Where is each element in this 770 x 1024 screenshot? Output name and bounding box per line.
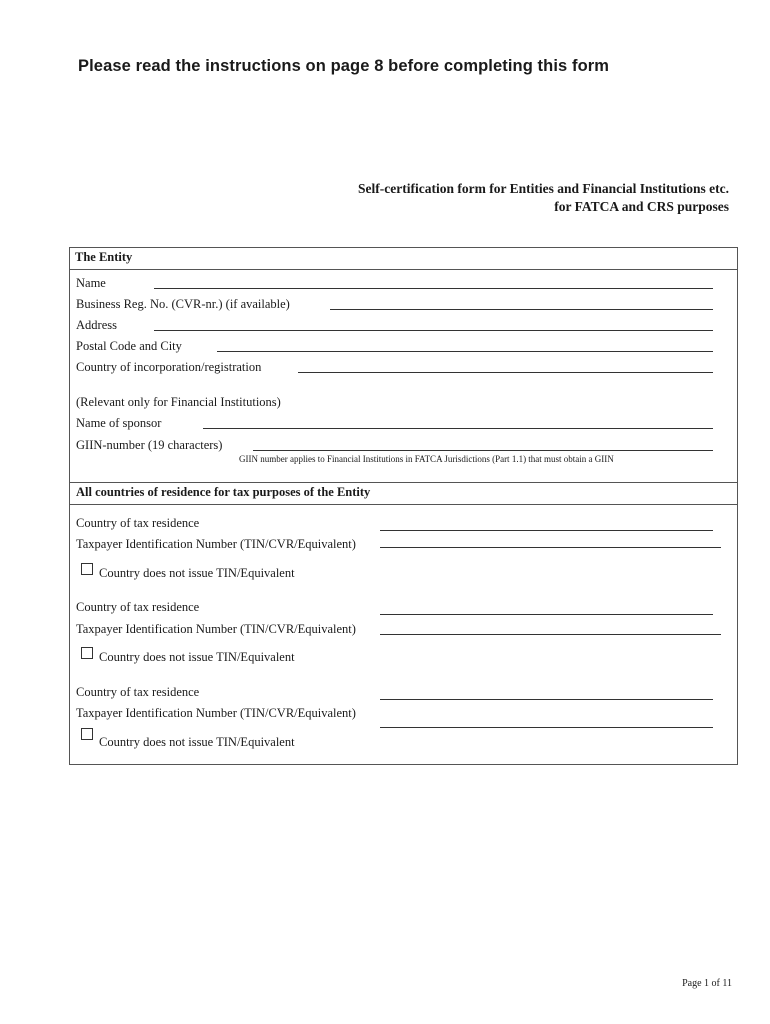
financial-institutions-note: (Relevant only for Financial Institutions) xyxy=(76,395,281,409)
tin-field[interactable] xyxy=(380,727,713,728)
form-title xyxy=(358,180,729,216)
tax-country-label: Country of tax residence xyxy=(76,516,200,530)
tin-field[interactable] xyxy=(380,547,721,548)
section-divider xyxy=(69,504,738,505)
business-reg-label: Business Reg. No. (CVR-nr.) (if available) xyxy=(76,297,290,311)
giin-note: GIIN number applies to Financial Institutions in FATCA Jurisdictions (Part 1.1) that must obtain a GIIN xyxy=(239,454,614,464)
no-tin-checkbox[interactable] xyxy=(81,563,93,575)
no-tin-checkbox[interactable] xyxy=(81,647,93,659)
address-label: Address xyxy=(76,318,117,332)
tin-label: Taxpayer Identification Number (TIN/CVR/Equivalent) xyxy=(76,706,356,720)
business-reg-field[interactable] xyxy=(330,309,713,310)
postal-code-city-label: Postal Code and City xyxy=(76,339,182,353)
entity-section-title: The Entity xyxy=(75,250,133,264)
page-instruction-heading: Please read the instructions on page 8 before completing this form xyxy=(78,57,610,75)
no-tin-label: Country does not issue TIN/Equivalent xyxy=(99,566,295,580)
giin-label: GIIN-number (19 characters) xyxy=(76,438,223,452)
no-tin-checkbox[interactable] xyxy=(81,728,93,740)
form-title-line-1: Self-certification form for Entities and Financial Institutions etc. xyxy=(358,181,729,196)
tax-country-field[interactable] xyxy=(380,614,713,615)
no-tin-label: Country does not issue TIN/Equivalent xyxy=(99,735,295,749)
tin-label: Taxpayer Identification Number (TIN/CVR/Equivalent) xyxy=(76,537,356,551)
form-title-line-2: for FATCA and CRS purposes xyxy=(554,199,729,214)
country-incorporation-field[interactable] xyxy=(298,372,713,373)
postal-code-city-field[interactable] xyxy=(217,351,713,352)
tax-country-field[interactable] xyxy=(380,699,713,700)
section-divider xyxy=(69,269,738,270)
section-divider xyxy=(69,482,738,483)
tin-field[interactable] xyxy=(380,634,721,635)
tax-country-label: Country of tax residence xyxy=(76,685,200,699)
tax-country-label: Country of tax residence xyxy=(76,600,200,614)
sponsor-field[interactable] xyxy=(203,428,713,429)
address-field[interactable] xyxy=(154,330,713,331)
tin-label: Taxpayer Identification Number (TIN/CVR/Equivalent) xyxy=(76,622,356,636)
name-field[interactable] xyxy=(154,288,713,289)
tax-country-field[interactable] xyxy=(380,530,713,531)
page-number: Page 1 of 11 xyxy=(682,978,732,989)
giin-field[interactable] xyxy=(253,450,713,451)
name-label: Name xyxy=(76,276,106,290)
residence-section-title: All countries of residence for tax purposes of the Entity xyxy=(76,485,371,499)
sponsor-label: Name of sponsor xyxy=(76,416,162,430)
country-incorporation-label: Country of incorporation/registration xyxy=(76,360,262,374)
no-tin-label: Country does not issue TIN/Equivalent xyxy=(99,650,295,664)
